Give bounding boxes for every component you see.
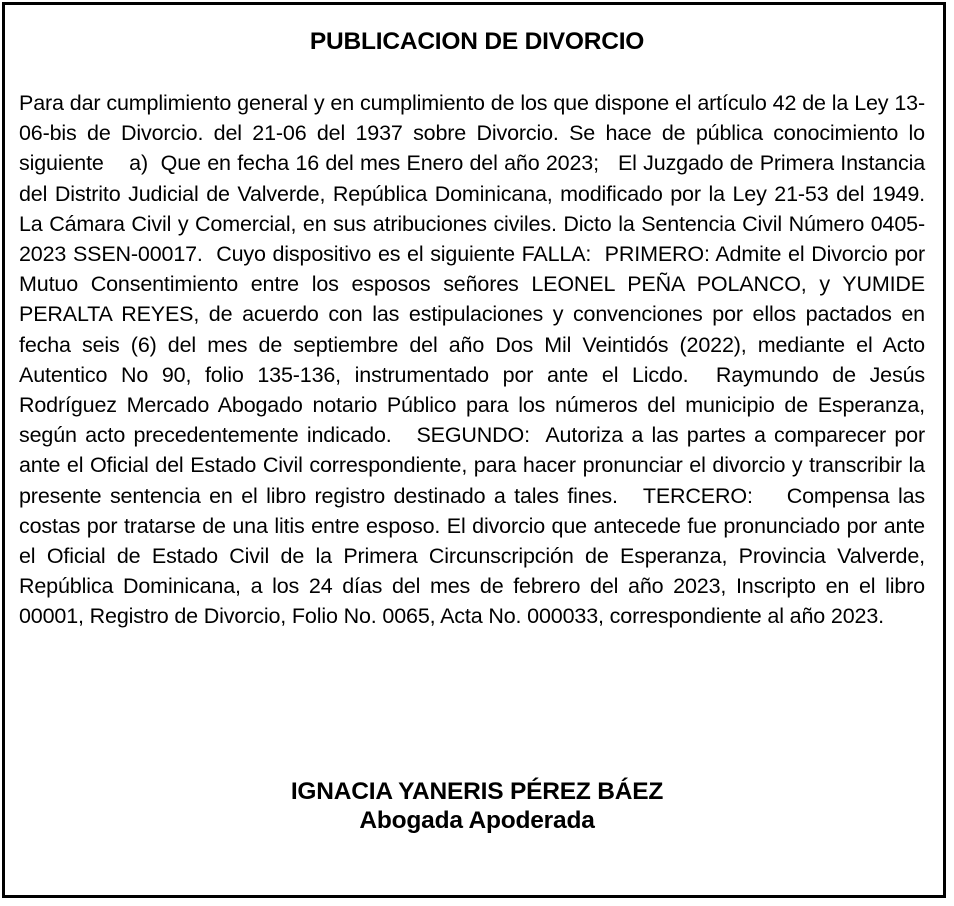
signer-name: IGNACIA YANERIS PÉREZ BÁEZ [290, 778, 664, 805]
notice-title: PUBLICACION DE DIVORCIO [309, 28, 645, 55]
notice-body: Para dar cumplimiento general y en cumplimiento de los que dispone el artículo 42 de la Ley 13-06-bis de Divorcio. del 21-06 del 1937 sobre Divorcio. Se hace de pública conocimiento lo siguiente a) Que en fecha 16 del mes Enero del año 2023; El Juzgado de Primera Instancia del Distrito Judicial de Valverde, República Dominicana, modificado por la Ley 21-53 del 1949. La Cámara Civil y Comercial, en sus atribuciones civiles. Dicto la Sentencia Civil Número 0405-2023 SSEN-00017. Cuyo dispositivo es el siguiente FALLA: PRIMERO: Admite el Divorcio por Mutuo Consentimiento entre los esposos señores LEONEL PEÑA POLANCO, y YUMIDE PERALTA REYES, de acuerdo con las estipulaciones y convenciones por ellos pactados en fecha seis (6) del mes de septiembre del año Dos Mil Veintidós (2022), mediante el Acto Autentico No 90, folio 135-136, instrumentado por ante el Licdo. Raymundo de Jesús Rodríguez Mercado Abogado notario Público para los números del municipio de Esperanza, según acto precedentemente indicado. SEGUNDO: Autoriza a las partes a comparecer por ante el Oficial del Estado Civil correspondiente, para hacer pronunciar el divorcio y transcribir la presente sentencia en el libro registro destinado a tales fines. TERCERO: Compensa las costas por tratarse de una litis entre esposo. El divorcio que antecede fue pronunciado por ante el Oficial de Estado Civil de la Primera Circunscripción de Esperanza, Provincia Valverde, República Dominicana, a los 24 días del mes de febrero del año 2023, Inscripto en el libro 00001, Registro de Divorcio, Folio No. 0065, Acta No. 000033, correspondiente al año 2023. [19, 91, 937, 629]
signer-role: Abogada Apoderada [359, 807, 595, 834]
